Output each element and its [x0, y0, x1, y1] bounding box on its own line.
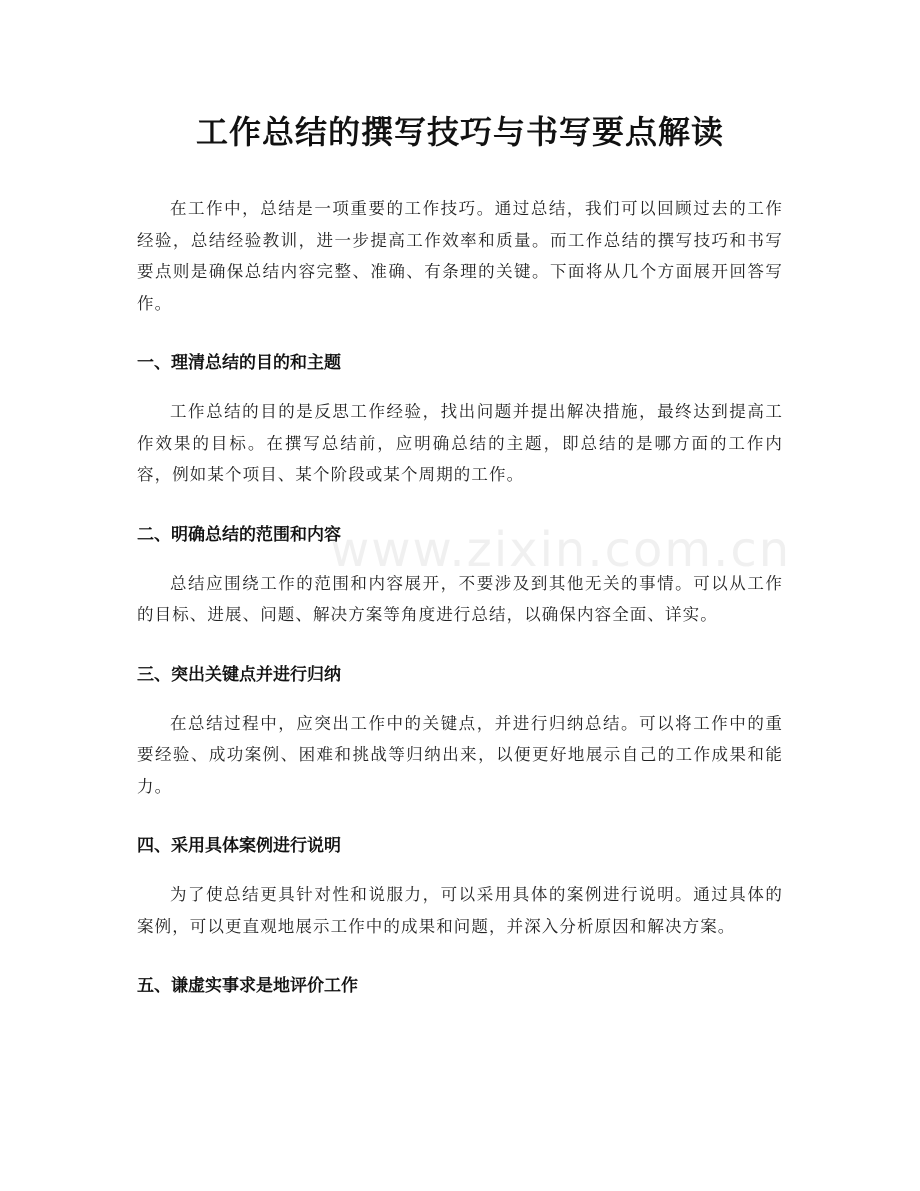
section-heading-5: 五、谦虚实事求是地评价工作: [137, 976, 358, 996]
section-heading-4: 四、采用具体案例进行说明: [137, 836, 341, 856]
section-body-4: 为了使总结更具针对性和说服力，可以采用具体的案例进行说明。通过具体的案例，可以更直观地展示工作中的成果和问题，并深入分析原因和解决方案。: [137, 885, 783, 936]
document-title: 工作总结的撰写技巧与书写要点解读: [195, 113, 724, 151]
section-body-2: 总结应围绕工作的范围和内容展开，不要涉及到其他无关的事情。可以从工作的目标、进展、问题、解决方案等角度进行总结，以确保内容全面、详实。: [137, 573, 783, 624]
section-heading-3: 三、突出关键点并进行归纳: [137, 664, 341, 685]
section-body-1: 工作总结的目的是反思工作经验，找出问题并提出解决措施，最终达到提高工作效果的目标。在撰写总结前，应明确总结的主题，即总结的是哪方面的工作内容，例如某个项目、某个阶段或某个周期的工作。: [137, 402, 783, 484]
section-heading-2: 二、明确总结的范围和内容: [137, 524, 341, 545]
section-body-3: 在总结过程中，应突出工作中的关键点，并进行归纳总结。可以将工作中的重要经验、成功案例、困难和挑战等归纳出来，以便更好地展示自己的工作成果和能力。: [137, 713, 783, 796]
intro-paragraph: 在工作中，总结是一项重要的工作技巧。通过总结，我们可以回顾过去的工作经验，总结经验教训，进一步提高工作效率和质量。而工作总结的撰写技巧和书写要点则是确保总结内容完整、准确、有条理的关键。下面将从几个方面展开回答写作。: [137, 199, 783, 313]
watermark: www.zixin.com.cn: [330, 522, 792, 578]
section-heading-1: 一、理清总结的目的和主题: [137, 353, 341, 373]
